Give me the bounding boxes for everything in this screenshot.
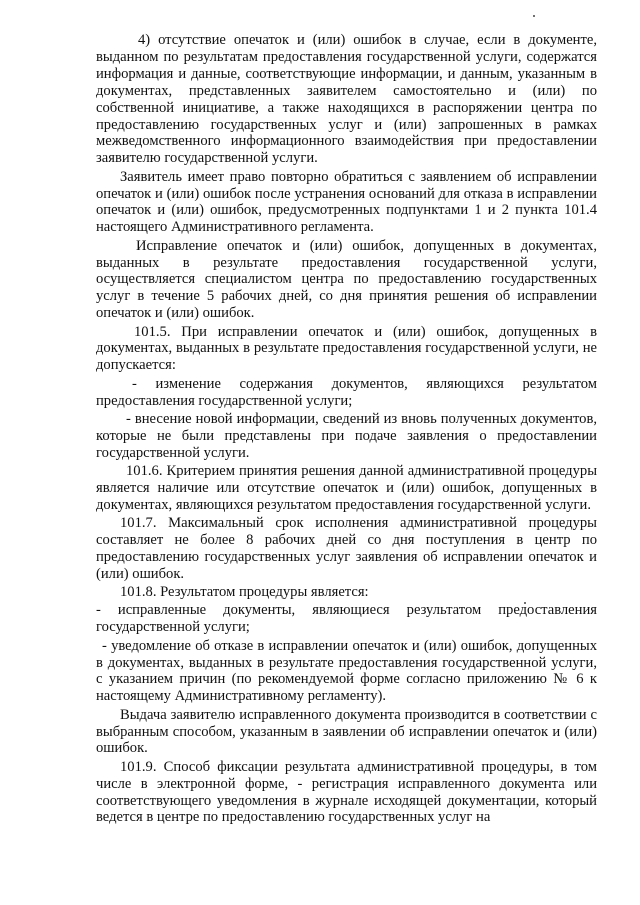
list-item: - внесение новой информации, сведений из вновь полученных документов, которые не были представлены при подаче заявления о предоставлении государственной услуги.	[96, 410, 597, 461]
paragraph: 101.8. Результатом процедуры является:	[120, 584, 369, 601]
paragraph: 101.6. Критерием принятия решения данной административной процедуры является наличие или отсутствие опечаток и (или) ошибок, допущенных в документах, являющихся результатом предоставления государственной услуги.	[96, 463, 597, 513]
list-item: - исправленные документы, являющиеся результатом предоставления государственной услуги;	[96, 602, 597, 636]
paragraph: 101.7. Максимальный срок исполнения административной процедуры составляет не более 8 рабочих дней со дня поступления в центр по предоставлению государственных услуг заявления об исправлении опечаток и (или) ошибок.	[96, 515, 597, 582]
paragraph: 4) отсутствие опечаток и (или) ошибок в случае, если в документе, выданном по результатам предоставления государственной услуги, содержатся информация и данные, соответствующие информации, и данным, указанным в документах, представленных заявителем самостоятельно и (или) по собственной инициативе, а также находящихся в распоряжении центра по предоставлению государственных услуг и (или) запрошенных в рамках межведомственного информационного взаимодействия при предоставлении заявителю государственной услуги.	[96, 32, 597, 167]
list-item: - изменение содержания документов, являющихся результатом предоставления государственной услуги;	[96, 375, 597, 409]
paragraph: 101.5. При исправлении опечаток и (или) ошибок, допущенных в документах, выданных в результате предоставления государственной услуги, не допускается:	[96, 323, 597, 374]
paragraph: Выдача заявителю исправленного документа производится в соответствии с выбранным способом, указанным в заявлении об исправлении опечаток и (или) ошибок.	[96, 706, 597, 757]
paragraph: Исправление опечаток и (или) ошибок, допущенных в документах, выданных в результате предоставления государственной услуги, осуществляется специалистом центра по предоставлению государственных услуг в течение 5 рабочих дней, со дня принятия решения об исправлении опечаток и (или) ошибок.	[96, 237, 597, 322]
list-item: - уведомление об отказе в исправлении опечаток и (или) ошибок, допущенных в документах, выданных в результате предоставления государственной услуги, с указанием причин (по рекомендуемой форме согласно приложению № 6 к настоящему Административному регламенту).	[96, 637, 597, 705]
paragraph: 101.9. Способ фиксации результата административной процедуры, в том числе в электронной форме, - регистрация исправленного документа или соответствующего уведомления в журнале исходящей документации, который ведется в центре по предоставлению государственных услуг на	[96, 758, 597, 826]
paragraph: Заявитель имеет право повторно обратиться с заявлением об исправлении опечаток и (или) ошибок после устранения оснований для отказа в исправлении опечаток и (или) ошибок, предусмотренных подпунктами 1 и 2 пункта 101.4 настоящего Административного регламента.	[96, 168, 597, 236]
document-body	[96, 32, 597, 828]
scan-speck	[533, 15, 535, 17]
